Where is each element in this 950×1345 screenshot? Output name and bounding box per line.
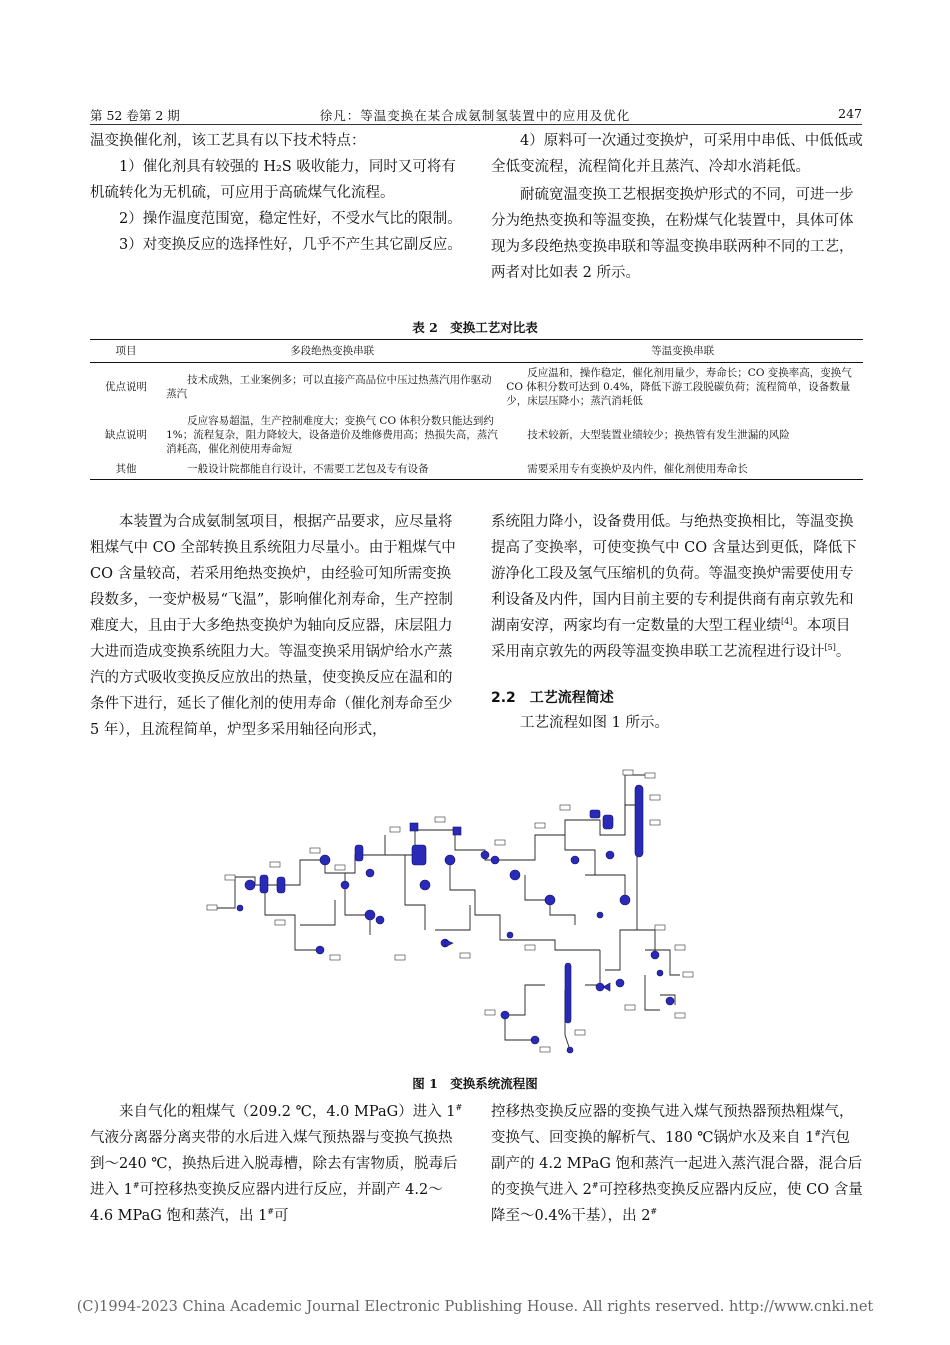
top-left-column (90, 128, 464, 258)
stream-tag (207, 905, 217, 910)
column-tower (635, 785, 643, 857)
paragraph: 控移热变换反应器的变换气进入煤气预热器预热粗煤气，变换气、回变换的解析气、180 ℃锅炉水及来自 1#汽包副产的 4.2 MPaG 饱和蒸汽一起进入蒸汽混合器，混合后的变换气进入 2#可控移热变换反应器内反应，使 CO 含量降至～0.4%干基），出 2# (491, 1104, 863, 1224)
mid-right-column (491, 509, 863, 665)
heat-exchanger (481, 851, 489, 859)
citation[interactable]: [4] (781, 617, 793, 627)
stream-tag (623, 770, 633, 775)
pump-symbol (603, 983, 610, 991)
page-number: 247 (838, 106, 862, 121)
heat-exchanger (365, 910, 375, 920)
stream-tag (560, 805, 570, 810)
running-title: 徐凡：等温变换在某合成氨制氢装置中的应用及优化 (319, 108, 631, 123)
heat-exchanger (606, 851, 614, 859)
col-header: 多段绝热变换串联 (162, 340, 502, 363)
pump-symbol (445, 940, 453, 947)
col-header: 等温变换串联 (502, 340, 863, 363)
top-right-column (491, 128, 863, 286)
heat-exchanger (245, 880, 255, 890)
stream-tag (675, 945, 685, 950)
stream-tag (270, 862, 280, 867)
bottom-left-column (90, 1099, 464, 1229)
table-row (90, 363, 863, 412)
table-row (90, 411, 863, 459)
drum (603, 815, 613, 829)
stream-tag (575, 1030, 585, 1035)
stream-tag (535, 823, 545, 828)
stream-tag (390, 827, 400, 832)
table-caption: 表 2 变换工艺对比表 (412, 320, 538, 335)
column-tower (565, 963, 571, 1023)
stream-tag (310, 848, 320, 853)
stream-tag (435, 817, 445, 822)
cell: 反应容易超温，生产控制难度大；变换气 CO 体积分数只能达到约 1%；流程复杂，阻力降较大，设备造价及维修费用高；热损失高，蒸汽消耗高，催化剂使用寿命短 (166, 415, 498, 455)
stream-tag (225, 875, 235, 880)
comparison-table (90, 339, 863, 480)
paragraph: 来自气化的粗煤气（209.2 ℃，4.0 MPaG）进入 1#气液分离器分离夹带的水后进入煤气预热器与变换气换热到～240 ℃，换热后进入脱毒槽，除去有害物质，脱毒后进入 1#可控移热变换反应器内进行反应，并副产 4.2～4.6 MPaG 饱和蒸汽，出 1#可 (90, 1103, 463, 1224)
paragraph: 工艺流程如图 1 所示。 (520, 715, 669, 731)
table-header-row (90, 340, 863, 363)
stream-tag (540, 1047, 550, 1052)
cell: 一般设计院都能自行设计，不需要工艺包及专有设备 (162, 459, 502, 480)
pump (237, 905, 243, 911)
row-label: 其他 (90, 459, 162, 480)
paragraph: 本装置为合成氨制氢项目，根据产品要求，应尽量将粗煤气中 CO 全部转换且系统阻力尽量小。由于粗煤气中 CO 含量较高，若采用绝热变换炉，由经验可知所需变换段数多，一变炉极易“飞温”，影响催化剂寿命，生产控制难度大，且由于大多绝热变换炉为轴向反应器，床层阻力大进而造成变换系统阻力大。等温变换采用锅炉给水产蒸汽的方式吸收变换反应放出的热量，使变换反应在温和的条件下进行，延长了催化剂的使用寿命（催化剂寿命至少 5 年），且流程简单，炉型多采用轴径向形式， (90, 514, 456, 738)
heat-exchanger (420, 880, 430, 890)
stream-tag (460, 953, 470, 958)
cell: 反应温和，操作稳定，催化剂用量少，寿命长；CO 变换率高，变换气 CO 体积分数可达到 0.4%，降低下游工段脱碳负荷；流程简单，设备数量少，床层压降小；蒸汽消耗低 (506, 367, 852, 407)
stream-tag (395, 955, 405, 960)
pump (567, 1047, 573, 1053)
heat-exchanger (545, 895, 555, 905)
pump (376, 916, 384, 924)
stream-tag (335, 865, 345, 870)
journal-issue: 第 52 卷第 2 期 (90, 108, 180, 123)
separator-vessel (355, 845, 363, 861)
heat-exchanger (620, 895, 630, 905)
paragraph: 系统阻力降小，设备费用低。与绝热变换相比，等温变换提高了变换率，可使变换气中 CO 含量达到更低，降低下游净化工段及氢气压缩机的负荷。等温变换炉需要使用专利设备及内件，国内目前主要的专利提供商有南京敦先和湖南安淳，两家均有一定数量的大型工程业绩[4]。本项目采用南京敦先的两段等温变换串联工艺流程进行设计[5]。 (491, 514, 857, 660)
table-row (90, 459, 863, 480)
stream-tag (525, 945, 535, 950)
valve (657, 970, 663, 976)
heat-exchanger (366, 869, 374, 877)
mid-left-column (90, 509, 464, 743)
stream-tag (650, 820, 660, 825)
cell: 需要采用专有变换炉及内件，催化剂使用寿命长 (502, 459, 863, 480)
heat-exchanger (651, 951, 659, 959)
paragraph: 3）对变换反应的选择性好，几乎不产生其它副反应。 (119, 237, 462, 253)
col-header: 项目 (90, 340, 162, 363)
paragraph: 4）原料可一次通过变换炉，可采用中串低、中低低或全低变流程，流程简化并且蒸汽、冷却水消耗低。 (491, 133, 863, 175)
section-heading: 2.2 工艺流程简述 (491, 690, 614, 706)
reactor-vessel (412, 845, 426, 865)
stream-tag (683, 972, 693, 977)
stream-tag (495, 840, 505, 845)
heat-exchanger (316, 946, 324, 954)
stream-tag (275, 920, 285, 925)
separator-vessel (277, 877, 285, 893)
stream-tag (650, 795, 660, 800)
row-label: 优点说明 (105, 381, 148, 393)
heat-exchanger (501, 1011, 509, 1019)
mid-right-column-2 (491, 710, 863, 736)
heat-exchanger (320, 855, 330, 865)
figure-caption: 图 1 变换系统流程图 (412, 1076, 538, 1091)
stream-tag (645, 773, 655, 778)
cell: 技术较新，大型装置业绩较少；换热管有发生泄漏的风险 (527, 429, 790, 441)
stream-tag (655, 925, 665, 930)
separator-vessel (260, 875, 268, 893)
stream-tag (675, 1013, 685, 1018)
bottom-right-column (491, 1099, 863, 1229)
row-label: 缺点说明 (105, 429, 148, 441)
drum (410, 823, 418, 831)
stream-tag (625, 1005, 635, 1010)
drum (453, 827, 461, 835)
heat-exchanger (491, 856, 499, 864)
stream-tag (485, 1010, 495, 1015)
pump (507, 932, 513, 938)
cell: 技术成熟，工业案例多；可以直接产高品位中压过热蒸汽用作驱动蒸汽 (166, 374, 492, 400)
heat-exchanger (531, 1036, 539, 1044)
heat-exchanger (616, 979, 624, 987)
paragraph: 温变换催化剂，该工艺具有以下技术特点： (90, 133, 366, 149)
heat-exchanger (341, 881, 349, 889)
heat-exchanger (571, 856, 579, 864)
valve (597, 912, 603, 918)
drum (590, 810, 600, 818)
paragraph: 1）催化剂具有较强的 H₂S 吸收能力，同时又可将有机硫转化为无机硫，可应用于高硫煤气化流程。 (90, 159, 456, 201)
stream-tag (330, 955, 340, 960)
paragraph: 耐硫宽温变换工艺根据变换炉形式的不同，可进一步分为绝热变换和等温变换，在粉煤气化装置中，具体可体现为多段绝热变换串联和等温变换串联两种不同的工艺，两者对比如表 2 所示。 (491, 187, 854, 281)
heat-exchanger (666, 997, 674, 1005)
heat-exchanger (445, 855, 455, 865)
heat-exchanger (510, 870, 520, 880)
citation[interactable]: [5] (824, 643, 836, 653)
process-flow-diagram (205, 765, 775, 1060)
paragraph: 2）操作温度范围宽，稳定性好，不受水气比的限制。 (119, 211, 462, 227)
header-rule (90, 124, 862, 125)
copyright-footer: (C)1994-2023 China Academic Journal Electronic Publishing House. All rights reserved. http://www.cnki.net (76, 1299, 874, 1315)
